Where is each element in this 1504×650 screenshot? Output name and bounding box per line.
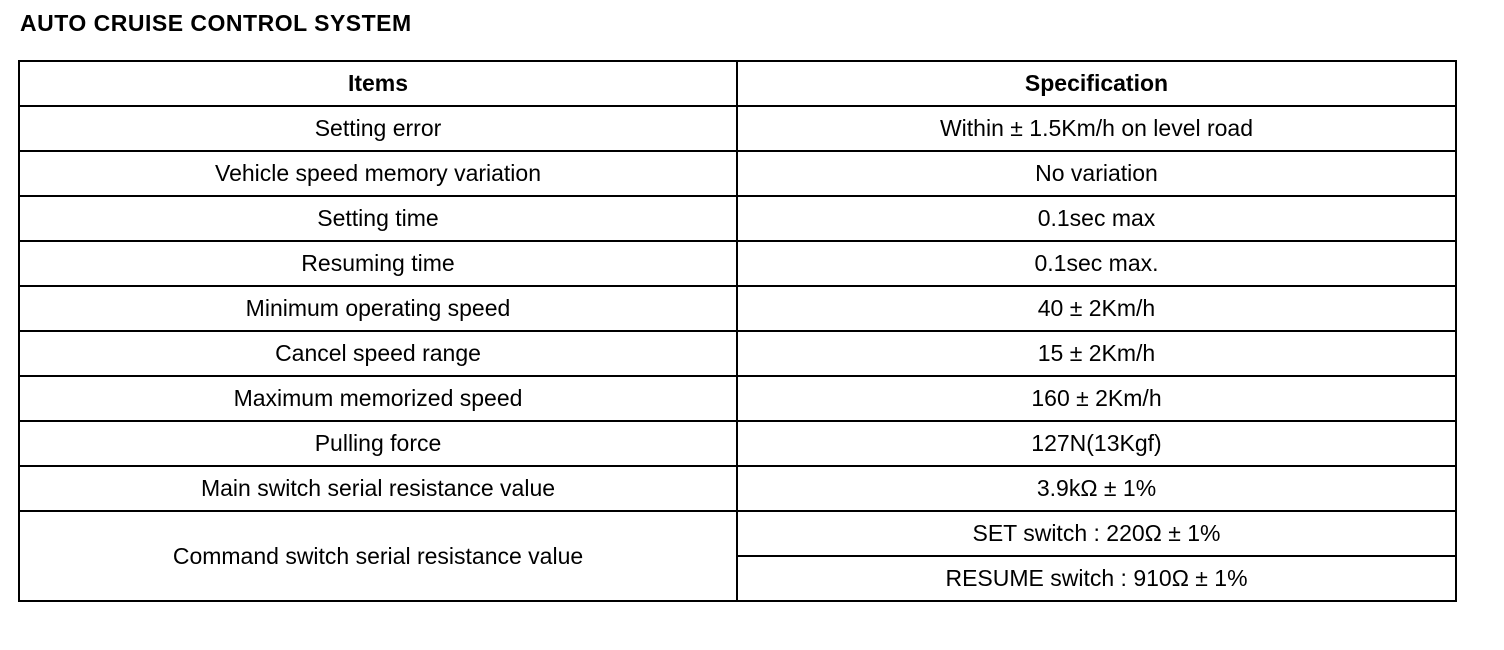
item-cell: Main switch serial resistance value	[19, 466, 737, 511]
spec-cell: No variation	[737, 151, 1456, 196]
item-cell: Resuming time	[19, 241, 737, 286]
specification-table	[18, 60, 1457, 602]
spec-cell: 160 ± 2Km/h	[737, 376, 1456, 421]
spec-cell: 40 ± 2Km/h	[737, 286, 1456, 331]
table-row	[19, 466, 1456, 511]
table-row	[19, 196, 1456, 241]
table-row	[19, 376, 1456, 421]
item-cell: Minimum operating speed	[19, 286, 737, 331]
page-title: AUTO CRUISE CONTROL SYSTEM	[20, 10, 412, 36]
item-cell: Vehicle speed memory variation	[19, 151, 737, 196]
spec-cell-resume-switch: RESUME switch : 910Ω ± 1%	[737, 556, 1456, 601]
item-cell: Setting time	[19, 196, 737, 241]
table-row	[19, 331, 1456, 376]
table-header-row	[19, 61, 1456, 106]
item-cell: Maximum memorized speed	[19, 376, 737, 421]
table-row	[19, 106, 1456, 151]
table-row	[19, 151, 1456, 196]
table-row	[19, 511, 1456, 556]
spec-cell: 0.1sec max	[737, 196, 1456, 241]
spec-cell: 15 ± 2Km/h	[737, 331, 1456, 376]
spec-cell: 127N(13Kgf)	[737, 421, 1456, 466]
column-header-items: Items	[19, 61, 737, 106]
item-cell: Setting error	[19, 106, 737, 151]
table-row	[19, 241, 1456, 286]
column-header-specification: Specification	[737, 61, 1456, 106]
spec-cell: 0.1sec max.	[737, 241, 1456, 286]
spec-cell-set-switch: SET switch : 220Ω ± 1%	[737, 511, 1456, 556]
item-cell-command-switch: Command switch serial resistance value	[19, 511, 737, 601]
spec-cell: 3.9kΩ ± 1%	[737, 466, 1456, 511]
table-row	[19, 286, 1456, 331]
item-cell: Pulling force	[19, 421, 737, 466]
spec-cell: Within ± 1.5Km/h on level road	[737, 106, 1456, 151]
item-cell: Cancel speed range	[19, 331, 737, 376]
table-row	[19, 421, 1456, 466]
